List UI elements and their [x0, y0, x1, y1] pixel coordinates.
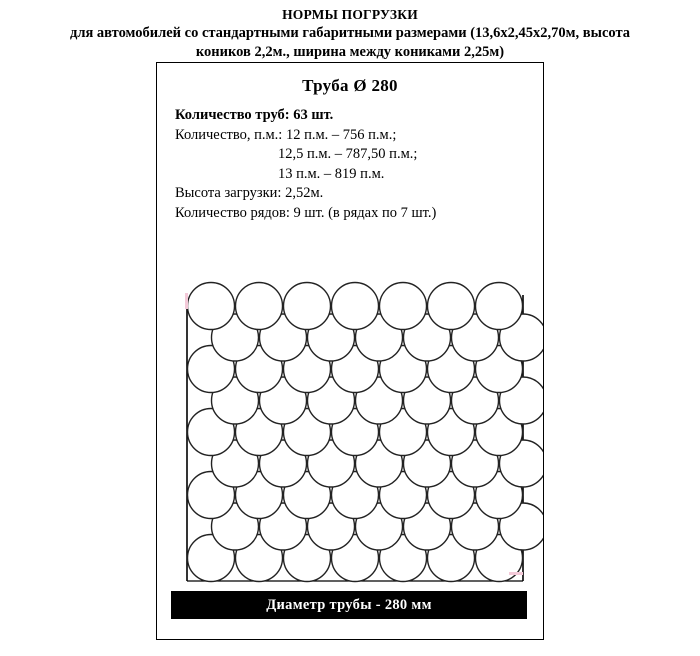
- pink-marker-top-left: [185, 293, 188, 309]
- header-subtitle-line1: для автомобилей со стандартными габаритными размерами (13,6х2,45х2,70м, высота: [69, 25, 631, 41]
- spec-meters-2: 12,5 п.м. – 787,50 п.м.;: [278, 146, 418, 162]
- pipe-circle: [332, 283, 379, 330]
- pipe-stack-svg: [157, 233, 543, 593]
- spec-card: [156, 62, 544, 640]
- pipe-circle: [188, 283, 235, 330]
- diameter-banner: Диаметр трубы - 280 мм: [171, 591, 527, 619]
- pipe-circle: [284, 283, 331, 330]
- pipe-circle: [428, 283, 475, 330]
- document-header: [0, 0, 700, 62]
- spec-load-height: Высота загрузки: 2,52м.: [175, 185, 324, 201]
- spec-meters-3: 13 п.м. – 819 п.м.: [278, 165, 385, 182]
- pipe-circle: [380, 283, 427, 330]
- spec-meters-1: Количество, п.м.: 12 п.м. – 756 п.м.;: [175, 126, 397, 143]
- pink-marker-bottom-right: [509, 572, 523, 575]
- pipe-title: Труба Ø 280: [302, 76, 398, 95]
- spec-list: [175, 106, 543, 223]
- pipe-circle: [476, 283, 523, 330]
- pipe-circle: [236, 283, 283, 330]
- pipe-stack-diagram: [157, 233, 543, 593]
- pipe-circles: [188, 283, 544, 582]
- spec-quantity: Количество труб: 63 шт.: [175, 107, 334, 123]
- header-subtitle-line2: коников 2,2м., ширина между кониками 2,25м): [195, 44, 505, 60]
- spec-rows: Количество рядов: 9 шт. (в рядах по 7 шт.): [175, 204, 437, 221]
- header-title: НОРМЫ ПОГРУЗКИ: [282, 7, 418, 22]
